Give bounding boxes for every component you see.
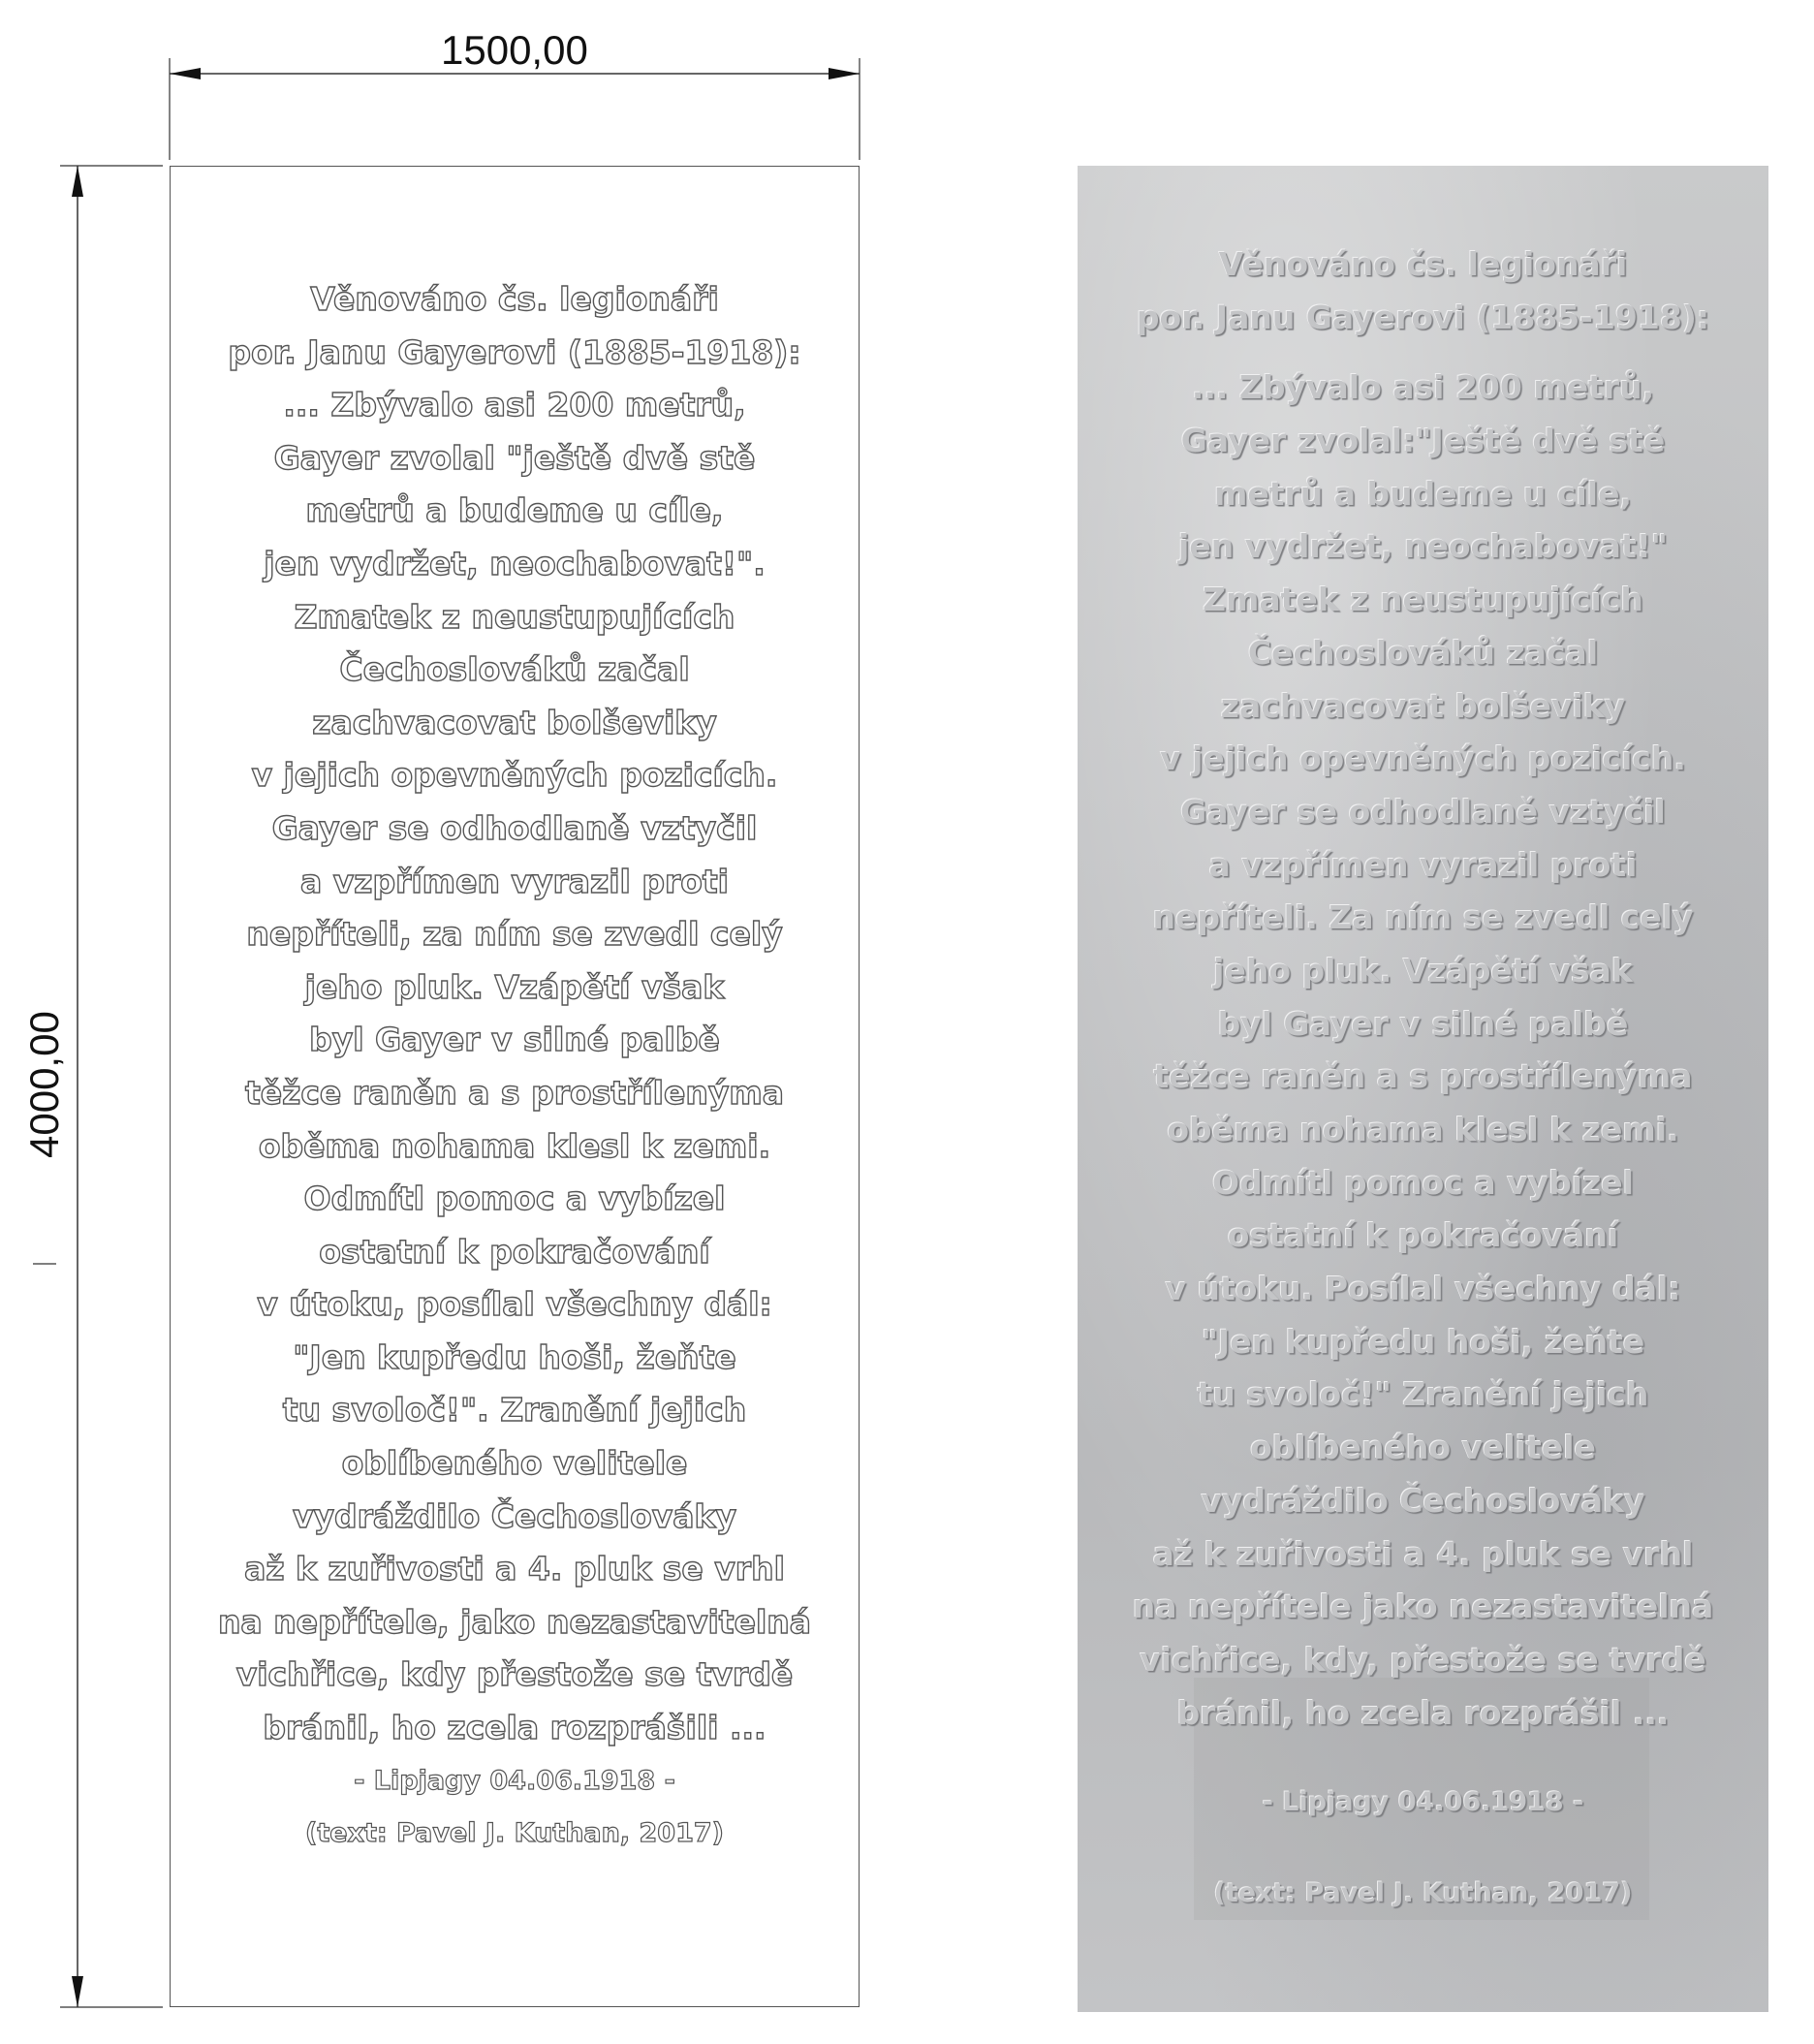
drawing-line: por. Janu Gayerovi (1885-1918): (228, 332, 801, 371)
drawing-place-date: - Lipjagy 04.06.1918 - (354, 1765, 675, 1796)
photo-line: "Jen kupředu hoši, žeňte (1201, 1322, 1645, 1361)
width-dimension-label: 1500,00 (441, 27, 588, 73)
photo-line: metrů a budeme u cíle, (1213, 474, 1632, 513)
photo-line: až k zuřivosti a 4. pluk se vrhl (1152, 1534, 1694, 1573)
photo-line: tu svoloč!" Zranění jejich (1197, 1375, 1649, 1414)
photo-line: nepříteli. Za ním se zvedl celý (1152, 898, 1694, 937)
drawing-line: Zmatek z neustupujících (294, 597, 735, 636)
photo-line: Čechoslováků začal (1247, 633, 1599, 672)
drawing-line: těžce raněn a s prostřílenýma (244, 1073, 784, 1112)
photo-line: Odmítl pomoc a vybízel (1212, 1163, 1634, 1202)
photo-header-line: Věnováno čs. legionáři (1218, 245, 1628, 283)
plaque-drawing (170, 166, 860, 2007)
photo-credit: (text: Pavel J. Kuthan, 2017) (1213, 1878, 1633, 1909)
photo-line: těžce raněn a s prostřílenýma (1153, 1057, 1693, 1096)
drawing-line: oběma nohama klesl k zemi. (258, 1126, 771, 1165)
photo-line: Gayer se odhodlaně vztyčil (1180, 792, 1666, 831)
photo-line: jeho pluk. Vzápětí však (1213, 951, 1633, 990)
drawing-line: Věnováno čs. legionáři (310, 280, 719, 318)
plaque-photo (1078, 166, 1768, 2012)
photo-line: oběma nohama klesl k zemi. (1167, 1111, 1679, 1148)
photo-line: na nepřítele jako nezastavitelná (1132, 1588, 1714, 1626)
photo-line: oblíbeného velitele (1250, 1429, 1596, 1467)
drawing-line: tu svoloč!". Zranění jejich (282, 1391, 747, 1430)
drawing-credit: (text: Pavel J. Kuthan, 2017) (304, 1818, 724, 1849)
drawing-line: a vzpřímen vyrazil proti (300, 862, 729, 900)
height-dimension-label: 4000,00 (21, 1011, 67, 1158)
arrowhead-top (72, 166, 83, 197)
drawing-line: na nepřítele, jako nezastavitelná (217, 1602, 812, 1641)
photo-place-date: - Lipjagy 04.06.1918 - (1262, 1787, 1584, 1818)
drawing-line: zachvacovat bolševiky (312, 703, 717, 741)
drawing-line: ostatní k pokračování (319, 1232, 710, 1271)
photo-line: Zmatek z neustupujících (1203, 581, 1643, 619)
photo-line: jen vydržet, neochabovat!" (1178, 527, 1668, 566)
drawing-inscription (171, 273, 859, 1861)
photo-line: byl Gayer v silné palbě (1217, 1004, 1629, 1043)
photo-line: vichřice, kdy, přestože se tvrdě (1140, 1640, 1706, 1679)
photo-line: a vzpřímen vyrazil proti (1208, 845, 1638, 884)
drawing-line: jeho pluk. Vzápětí však (304, 967, 725, 1006)
drawing-line: v jejich opevněných pozicích. (251, 756, 778, 795)
photo-line: ostatní k pokračování (1227, 1216, 1619, 1255)
drawing-line: oblíbeného velitele (341, 1444, 688, 1483)
drawing-line: nepříteli, za ním se zvedl celý (246, 915, 783, 954)
drawing-line: metrů a budeme u cíle, (305, 491, 724, 530)
drawing-line: bránil, ho zcela rozprášili ... (263, 1709, 766, 1747)
photo-inscription (1078, 238, 1768, 1920)
drawing-line: v útoku, posílal všechny dál: (257, 1285, 772, 1324)
arrowhead-right (829, 68, 860, 79)
photo-line: zachvacovat bolševiky (1220, 686, 1626, 725)
photo-line: v jejich opevněných pozicích. (1160, 739, 1686, 778)
photo-line: ... Zbývalo asi 200 metrů, (1191, 368, 1655, 407)
drawing-line: jen vydržet, neochabovat!". (264, 544, 766, 582)
drawing-line: vichřice, kdy přestože se tvrdě (235, 1655, 794, 1694)
drawing-line: Gayer zvolal "ještě dvě stě (273, 438, 756, 477)
drawing-line: Odmítl pomoc a vybízel (303, 1179, 726, 1218)
arrowhead-left (170, 68, 201, 79)
drawing-line: vydráždilo Čechoslováky (293, 1496, 736, 1535)
arrowhead-bottom (72, 1976, 83, 2007)
drawing-line: "Jen kupředu hoši, žeňte (293, 1337, 736, 1376)
drawing-line: Gayer se odhodlaně vztyčil (271, 808, 758, 847)
photo-line: vydráždilo Čechoslováky (1201, 1481, 1645, 1520)
photo-line: Gayer zvolal:"Ještě dvě stě (1180, 422, 1666, 460)
photo-line: bránil, ho zcela rozprášil ... (1176, 1693, 1670, 1732)
drawing-line: Čechoslováků začal (339, 650, 690, 689)
drawing-line: byl Gayer v silné palbě (309, 1021, 720, 1059)
photo-line: v útoku. Posílal všechny dál: (1165, 1270, 1681, 1308)
drawing-line: až k zuřivosti a 4. pluk se vrhl (244, 1550, 785, 1588)
drawing-line: ... Zbývalo asi 200 metrů, (283, 386, 746, 425)
photo-header-line: por. Janu Gayerovi (1885-1918): (1136, 298, 1710, 336)
